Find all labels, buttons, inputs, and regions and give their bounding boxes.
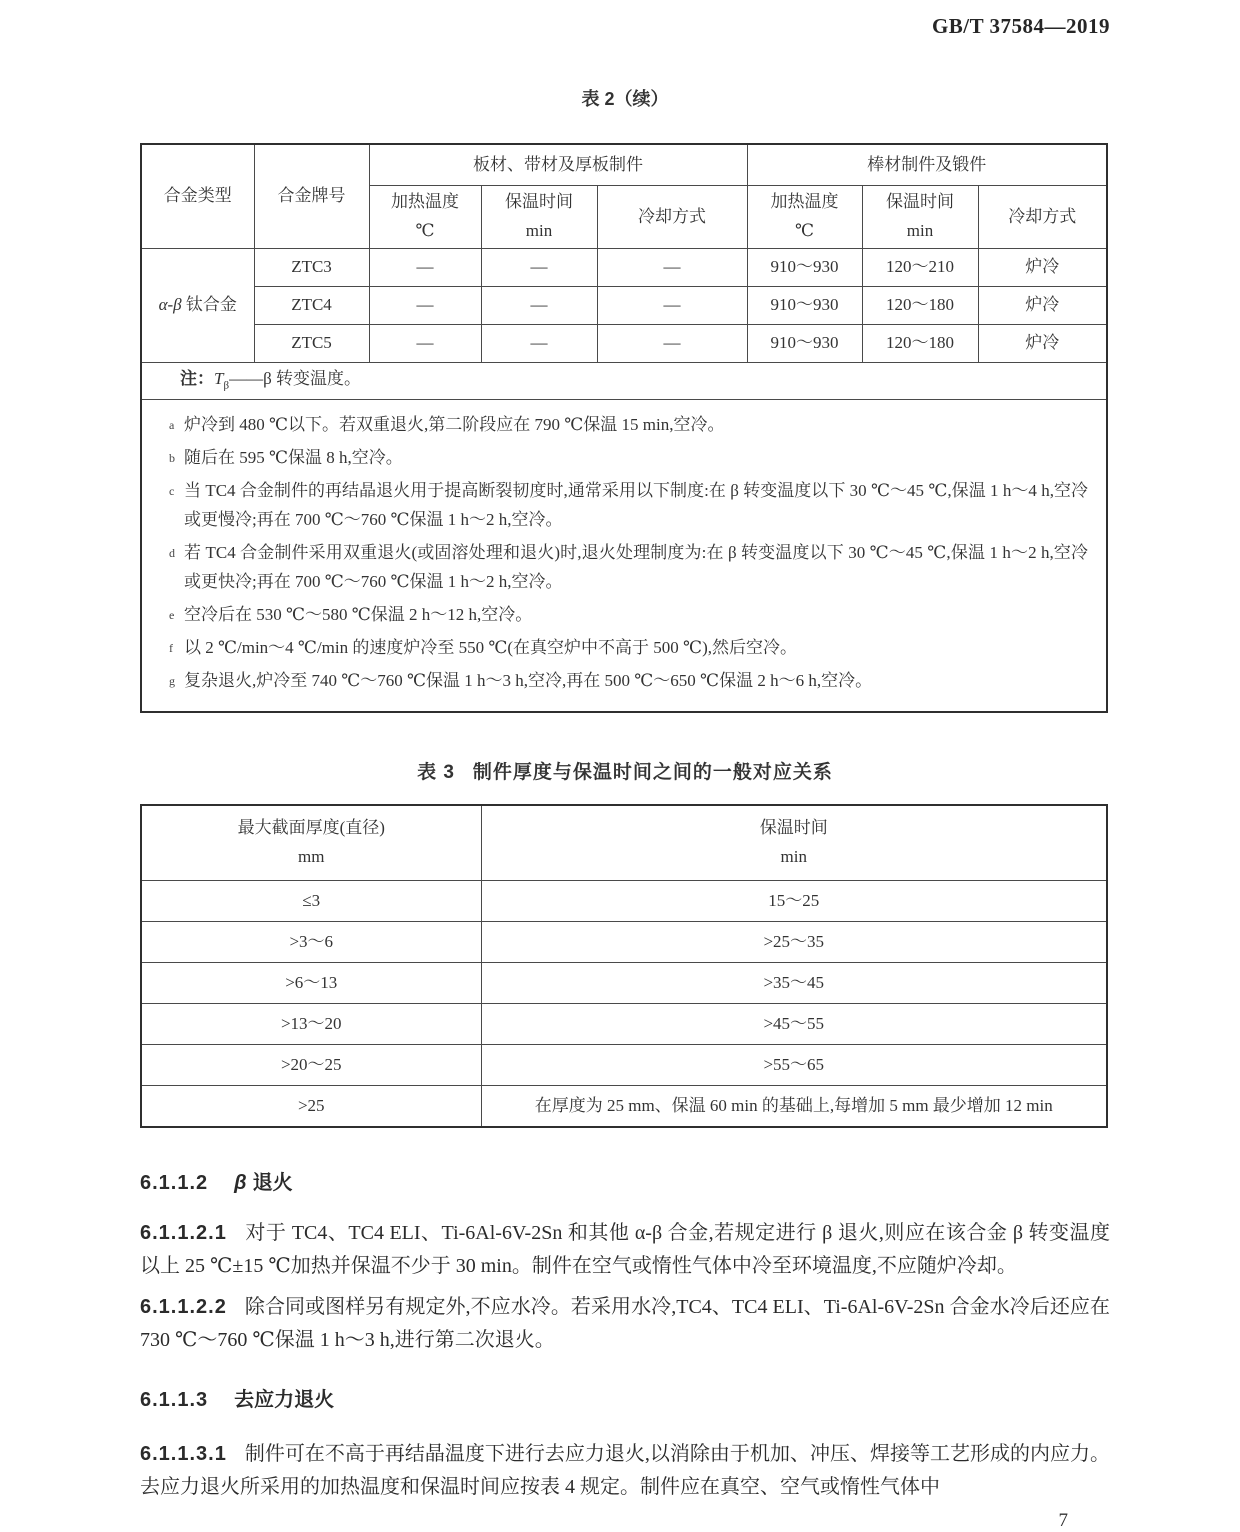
bar-cool-cell: 炉冷 — [978, 287, 1107, 325]
col-group-plate-strip: 板材、带材及厚板制件 — [369, 144, 747, 186]
col-header-bar-cooling: 冷却方式 — [978, 186, 1107, 249]
thickness-cell: >3～6 — [141, 922, 481, 963]
table2-caption: 表 2（续） — [581, 89, 669, 109]
footnote-marker: f — [169, 641, 173, 655]
table-row — [141, 963, 1107, 1004]
bar-time-cell: 120～210 — [862, 249, 978, 287]
thickness-cell: >25 — [141, 1086, 481, 1128]
page-number: 7 — [1058, 1510, 1068, 1531]
plate-time-cell: — — [481, 287, 597, 325]
time-cell: 在厚度为 25 mm、保温 60 min 的基础上,每增加 5 mm 最少增加 12 min — [481, 1086, 1107, 1128]
table2-group-header-row — [141, 144, 1107, 186]
footnote-d: d 若 TC4 合金制件采用双重退火(或固溶处理和退火)时,退火处理制度为:在 β 转变温度以下 30 ℃～45 ℃,保温 1 h～2 h,空冷或更快冷;再在 700 ℃～760 ℃保温 1 h～2 h,空冷。 — [167, 538, 1088, 596]
time-cell: >25～35 — [481, 922, 1107, 963]
footnote-marker: b — [169, 451, 175, 465]
note-text: ——β 转变温度。 — [229, 369, 361, 389]
col-header-alloy-type: 合金类型 — [141, 144, 254, 249]
footnote-marker: c — [169, 484, 175, 498]
thickness-cell: >20～25 — [141, 1045, 481, 1086]
paragraph-6-1-1-3-1: 6.1.1.3.1 制件可在不高于再结晶温度下进行去应力退火,以消除由于机加、冲压、焊接等工艺形成的内应力。去应力退火所采用的加热温度和保温时间应按表 4 规定。制件应在真空、空气或惰性气体中 — [140, 1443, 1110, 1498]
bar-temp-cell: 910～930 — [747, 325, 862, 363]
note-label: 注： — [180, 369, 214, 389]
alloy-type-cell: α-β 钛合金 — [141, 249, 254, 363]
table-row — [141, 922, 1107, 963]
plate-time-cell: — — [481, 325, 597, 363]
time-cell: >45～55 — [481, 1004, 1107, 1045]
footnote-marker: a — [169, 418, 175, 432]
col-header-alloy-grade: 合金牌号 — [254, 144, 369, 249]
footnote-list — [141, 400, 1107, 713]
thickness-cell: >6～13 — [141, 963, 481, 1004]
bar-time-cell: 120～180 — [862, 325, 978, 363]
paragraph-6-1-1-2-1: 6.1.1.2.1 对于 TC4、TC4 ELI、Ti-6Al-6V-2Sn 和其他 α-β 合金,若规定进行 β 退火,则应在该合金 β 转变温度以上 25 ℃±15 ℃加热并保温不少于 30 min。制件在空气或惰性气体中冷至环境温度,不应随炉冷却。 — [140, 1222, 1110, 1277]
annealing-regimes-table — [140, 143, 1108, 713]
col-header-plate-holding-time: 保温时间 min — [481, 186, 597, 249]
plate-temp-cell: — — [369, 325, 481, 363]
table-row — [141, 1045, 1107, 1086]
table-row-ztc4 — [141, 287, 1107, 325]
footnote-g: g 复杂退火,炉冷至 740 ℃～760 ℃保温 1 h～3 h,空冷,再在 500 ℃～650 ℃保温 2 h～6 h,空冷。 — [167, 666, 1088, 695]
footnote-e: e 空冷后在 530 ℃～580 ℃保温 2 h～12 h,空冷。 — [167, 600, 1088, 629]
plate-cool-cell: — — [597, 287, 747, 325]
thickness-holding-time-table — [140, 804, 1108, 1128]
table-row — [141, 1004, 1107, 1045]
footnote-a: a 炉冷到 480 ℃以下。若双重退火,第二阶段应在 790 ℃保温 15 min,空冷。 — [167, 410, 1088, 439]
col-header-plate-cooling: 冷却方式 — [597, 186, 747, 249]
table-row-ztc5 — [141, 325, 1107, 363]
table3-caption: 表 3 制件厚度与保温时间之间的一般对应关系 — [417, 762, 833, 783]
note-symbol-subscript: β — [223, 379, 230, 392]
plate-time-cell: — — [481, 249, 597, 287]
table2-footnotes-row — [141, 400, 1107, 713]
footnote-f: f 以 2 ℃/min～4 ℃/min 的速度炉冷至 550 ℃(在真空炉中不高于 500 ℃),然后空冷。 — [167, 633, 1088, 662]
grade-cell: ZTC5 — [254, 325, 369, 363]
plate-cool-cell: — — [597, 325, 747, 363]
paragraph-6-1-1-2-2: 6.1.1.2.2 除合同或图样另有规定外,不应水冷。若采用水冷,TC4、TC4 ELI、Ti-6Al-6V-2Sn 合金水冷后还应在 730 ℃～760 ℃保温 1 h～3 h,进行第二次退火。 — [140, 1296, 1110, 1351]
time-cell: >35～45 — [481, 963, 1107, 1004]
standard-number: GB/T 37584—2019 — [931, 14, 1110, 38]
note-symbol: T — [214, 369, 224, 389]
col-header-max-thickness: 最大截面厚度(直径) mm — [141, 805, 481, 881]
col-header-bar-heating-temp: 加热温度 ℃ — [747, 186, 862, 249]
footnote-marker: d — [169, 546, 175, 560]
bar-cool-cell: 炉冷 — [978, 325, 1107, 363]
col-header-bar-holding-time: 保温时间 min — [862, 186, 978, 249]
grade-cell: ZTC3 — [254, 249, 369, 287]
footnote-c: c 当 TC4 合金制件的再结晶退火用于提高断裂韧度时,通常采用以下制度:在 β 转变温度以下 30 ℃～45 ℃,保温 1 h～4 h,空冷或更慢冷;再在 700 ℃～760 ℃保温 1 h～2 h,空冷。 — [167, 476, 1088, 534]
plate-temp-cell: — — [369, 249, 481, 287]
table-row — [141, 881, 1107, 922]
grade-cell: ZTC4 — [254, 287, 369, 325]
footnote-marker: g — [169, 674, 175, 688]
col-header-holding-time: 保温时间 min — [481, 805, 1107, 881]
footnote-b: b 随后在 595 ℃保温 8 h,空冷。 — [167, 443, 1088, 472]
plate-temp-cell: — — [369, 287, 481, 325]
bar-time-cell: 120～180 — [862, 287, 978, 325]
bar-cool-cell: 炉冷 — [978, 249, 1107, 287]
plate-cool-cell: — — [597, 249, 747, 287]
table-note — [141, 363, 1107, 400]
section-heading-stress-relief-annealing: 6.1.1.3 去应力退火 — [140, 1389, 335, 1411]
time-cell: 15～25 — [481, 881, 1107, 922]
thickness-cell: >13～20 — [141, 1004, 481, 1045]
col-header-plate-heating-temp: 加热温度 ℃ — [369, 186, 481, 249]
bar-temp-cell: 910～930 — [747, 287, 862, 325]
table3-header-row — [141, 805, 1107, 881]
footnote-marker: e — [169, 608, 175, 622]
table-row-ztc3 — [141, 249, 1107, 287]
table2-note-row — [141, 363, 1107, 400]
thickness-cell: ≤3 — [141, 881, 481, 922]
bar-temp-cell: 910～930 — [747, 249, 862, 287]
time-cell: >55～65 — [481, 1045, 1107, 1086]
table-row — [141, 1086, 1107, 1128]
section-heading-beta-annealing: 6.1.1.2 β 退火 — [140, 1172, 293, 1194]
col-group-bar-forging: 棒材制件及锻件 — [747, 144, 1107, 186]
